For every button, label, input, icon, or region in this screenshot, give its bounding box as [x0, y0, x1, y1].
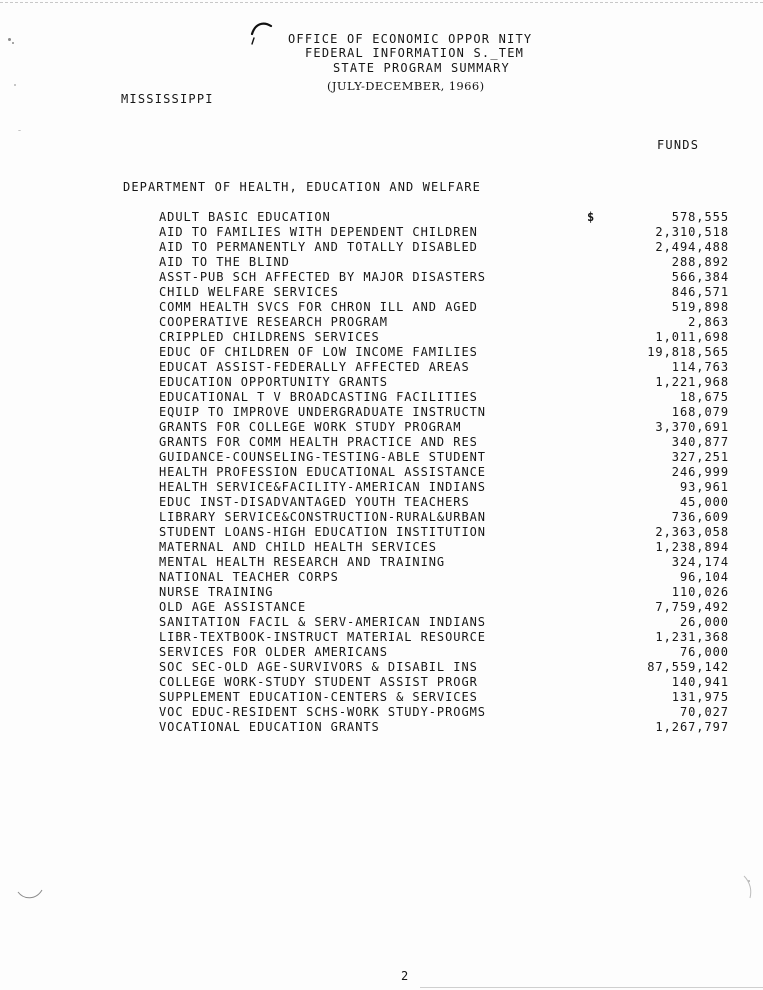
program-name: CHILD WELFARE SERVICES: [159, 285, 339, 299]
scan-mark: [16, 880, 46, 902]
program-name: GRANTS FOR COMM HEALTH PRACTICE AND RES: [159, 435, 478, 449]
scan-speck: [18, 130, 21, 131]
program-amount: 578,555: [671, 210, 729, 224]
page-bottom-edge: [420, 987, 763, 988]
program-amount: 96,104: [679, 570, 729, 584]
program-name: OLD AGE ASSISTANCE: [159, 600, 307, 614]
program-name: AID TO FAMILIES WITH DEPENDENT CHILDREN: [159, 225, 478, 239]
program-amount: 87,559,142: [647, 660, 729, 674]
table-row: [159, 420, 733, 435]
scan-speck: [14, 84, 16, 86]
department-heading: DEPARTMENT OF HEALTH, EDUCATION AND WELFARE: [123, 180, 481, 194]
program-amount: 3,370,691: [655, 420, 729, 434]
table-row: [159, 315, 733, 330]
table-row: [159, 465, 733, 480]
program-amount: 1,011,698: [655, 330, 729, 344]
scan-speck: [12, 42, 14, 44]
program-amount: 18,675: [679, 390, 729, 404]
table-row: [159, 705, 733, 720]
program-name: STUDENT LOANS-HIGH EDUCATION INSTITUTION: [159, 525, 486, 539]
program-amount: 19,818,565: [647, 345, 729, 359]
program-name: MENTAL HEALTH RESEARCH AND TRAINING: [159, 555, 446, 569]
scan-mark: [740, 872, 758, 902]
program-amount: 327,251: [671, 450, 729, 464]
table-row: [159, 345, 733, 360]
state-name: MISSISSIPPI: [121, 92, 214, 106]
funds-column-header: FUNDS: [657, 138, 700, 152]
program-name: CRIPPLED CHILDRENS SERVICES: [159, 330, 380, 344]
scan-speck: [8, 38, 11, 41]
table-row: [159, 690, 733, 705]
program-name: HEALTH PROFESSION EDUCATIONAL ASSISTANCE: [159, 465, 486, 479]
table-row: [159, 450, 733, 465]
program-name: NURSE TRAINING: [159, 585, 274, 599]
table-row: [159, 525, 733, 540]
table-row: [159, 405, 733, 420]
program-name: ADULT BASIC EDUCATION: [159, 210, 331, 224]
table-row: [159, 300, 733, 315]
program-name: SANITATION FACIL & SERV-AMERICAN INDIANS: [159, 615, 486, 629]
table-row: [159, 540, 733, 555]
program-name: VOCATIONAL EDUCATION GRANTS: [159, 720, 380, 734]
program-amount: 2,494,488: [655, 240, 729, 254]
program-amount: 288,892: [671, 255, 729, 269]
table-row: [159, 210, 733, 225]
program-amount: 246,999: [671, 465, 729, 479]
table-row: [159, 255, 733, 270]
table-row: [159, 360, 733, 375]
program-amount: 1,231,368: [655, 630, 729, 644]
table-row: [159, 495, 733, 510]
program-amount: 70,027: [679, 705, 729, 719]
table-row: [159, 585, 733, 600]
currency-symbol: $: [587, 210, 596, 224]
program-name: LIBR-TEXTBOOK-INSTRUCT MATERIAL RESOURCE: [159, 630, 486, 644]
table-row: [159, 555, 733, 570]
table-row: [159, 330, 733, 345]
program-amount: 140,941: [671, 675, 729, 689]
table-row: [159, 720, 733, 735]
table-row: [159, 270, 733, 285]
table-row: [159, 510, 733, 525]
seal-fragment-icon: [249, 20, 275, 46]
page-top-edge: [0, 2, 763, 3]
program-name: SOC SEC-OLD AGE-SURVIVORS & DISABIL INS: [159, 660, 478, 674]
table-row: [159, 615, 733, 630]
program-amount: 340,877: [671, 435, 729, 449]
program-name: GRANTS FOR COLLEGE WORK STUDY PROGRAM: [159, 420, 462, 434]
program-name: EDUC INST-DISADVANTAGED YOUTH TEACHERS: [159, 495, 470, 509]
table-row: [159, 480, 733, 495]
program-name: HEALTH SERVICE&FACILITY-AMERICAN INDIANS: [159, 480, 486, 494]
program-name: VOC EDUC-RESIDENT SCHS-WORK STUDY-PROGMS: [159, 705, 486, 719]
program-name: AID TO PERMANENTLY AND TOTALLY DISABLED: [159, 240, 478, 254]
program-amount: 26,000: [679, 615, 729, 629]
table-row: [159, 570, 733, 585]
table-row: [159, 660, 733, 675]
program-amount: 1,267,797: [655, 720, 729, 734]
table-row: [159, 645, 733, 660]
program-amount: 131,975: [671, 690, 729, 704]
program-amount: 846,571: [671, 285, 729, 299]
program-name: EDUCATION OPPORTUNITY GRANTS: [159, 375, 388, 389]
program-name: COLLEGE WORK-STUDY STUDENT ASSIST PROGR: [159, 675, 478, 689]
header-office: OFFICE OF ECONOMIC OPPOR NITY: [288, 32, 533, 46]
header-period: (JULY-DECEMBER, 1966): [327, 79, 485, 93]
program-name: SERVICES FOR OLDER AMERICANS: [159, 645, 388, 659]
table-row: [159, 435, 733, 450]
program-name: COMM HEALTH SVCS FOR CHRON ILL AND AGED: [159, 300, 478, 314]
program-amount: 1,221,968: [655, 375, 729, 389]
table-row: [159, 375, 733, 390]
program-amount: 519,898: [671, 300, 729, 314]
program-name: SUPPLEMENT EDUCATION-CENTERS & SERVICES: [159, 690, 478, 704]
program-name: LIBRARY SERVICE&CONSTRUCTION-RURAL&URBAN: [159, 510, 486, 524]
program-amount: 2,863: [688, 315, 729, 329]
table-row: [159, 390, 733, 405]
program-amount: 76,000: [679, 645, 729, 659]
program-amount: 110,026: [671, 585, 729, 599]
table-row: [159, 225, 733, 240]
program-amount: 324,174: [671, 555, 729, 569]
header-system: FEDERAL INFORMATION S._TEM: [305, 46, 525, 60]
program-amount: 45,000: [679, 495, 729, 509]
table-row: [159, 600, 733, 615]
program-name: NATIONAL TEACHER CORPS: [159, 570, 339, 584]
program-name: EQUIP TO IMPROVE UNDERGRADUATE INSTRUCTN: [159, 405, 486, 419]
program-amount: 2,310,518: [655, 225, 729, 239]
table-row: [159, 630, 733, 645]
program-amount: 736,609: [671, 510, 729, 524]
program-name: EDUC OF CHILDREN OF LOW INCOME FAMILIES: [159, 345, 478, 359]
program-amount: 566,384: [671, 270, 729, 284]
program-name: EDUCAT ASSIST-FEDERALLY AFFECTED AREAS: [159, 360, 470, 374]
program-name: COOPERATIVE RESEARCH PROGRAM: [159, 315, 388, 329]
table-row: [159, 240, 733, 255]
program-name: ASST-PUB SCH AFFECTED BY MAJOR DISASTERS: [159, 270, 486, 284]
program-name: AID TO THE BLIND: [159, 255, 290, 269]
program-name: GUIDANCE-COUNSELING-TESTING-ABLE STUDENT: [159, 450, 486, 464]
program-amount: 1,238,894: [655, 540, 729, 554]
header-summary: STATE PROGRAM SUMMARY: [333, 61, 510, 75]
program-table: [159, 210, 733, 735]
program-amount: 7,759,492: [655, 600, 729, 614]
program-amount: 168,079: [671, 405, 729, 419]
program-name: EDUCATIONAL T V BROADCASTING FACILITIES: [159, 390, 478, 404]
program-amount: 2,363,058: [655, 525, 729, 539]
page-number: 2: [401, 969, 409, 983]
program-name: MATERNAL AND CHILD HEALTH SERVICES: [159, 540, 437, 554]
program-amount: 114,763: [671, 360, 729, 374]
table-row: [159, 285, 733, 300]
table-row: [159, 675, 733, 690]
program-amount: 93,961: [679, 480, 729, 494]
